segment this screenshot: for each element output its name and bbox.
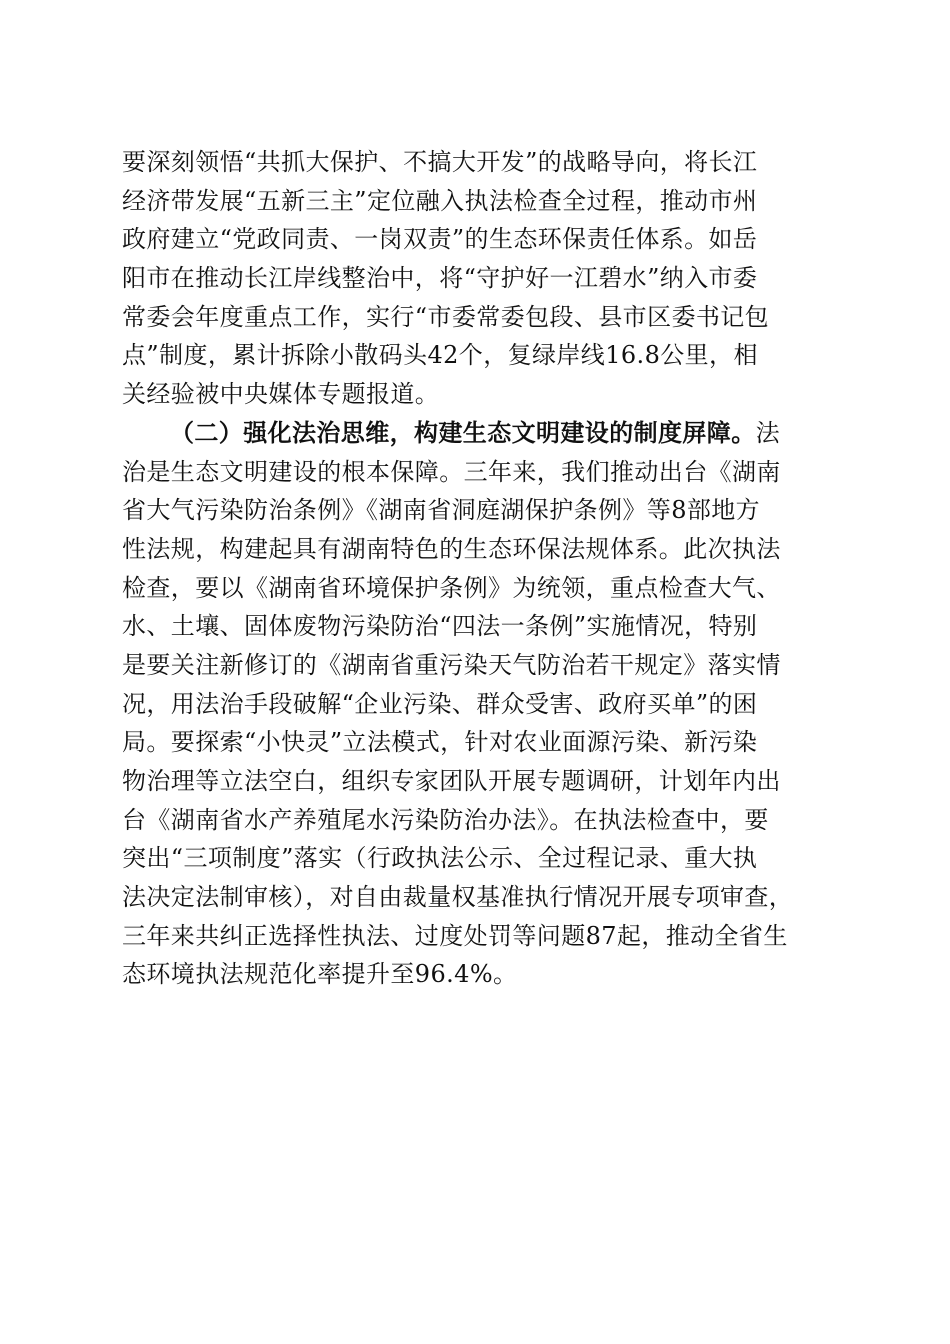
text-line: 治是生态文明建设的根本保障。三年来，我们推动出台《湖南 bbox=[122, 457, 781, 486]
text-line: 点”制度，累计拆除小散码头42个，复绿岸线16.8公里，相 bbox=[122, 341, 758, 370]
text-line: 阳市在推动长江岸线整治中，将“守护好一江碧水”纳入市委 bbox=[122, 264, 758, 293]
text-line: 水、土壤、固体废物污染防治“四法一条例”实施情况，特别 bbox=[122, 612, 758, 641]
text-line: 法决定法制审核），对自由裁量权基准执行情况开展专项审查， bbox=[122, 883, 794, 912]
section-heading: （二）强化法治思维，构建生态文明建设的制度屏障。 bbox=[170, 417, 756, 447]
paragraph-2 bbox=[122, 414, 842, 994]
text-line: 经济带发展“五新三主”定位融入执法检查全过程，推动市州 bbox=[122, 186, 758, 215]
text-line: 检查，要以《湖南省环境保护条例》为统领，重点检查大气、 bbox=[122, 573, 781, 602]
text-line: 常委会年度重点工作，实行“市委常委包段、县市区委书记包 bbox=[122, 302, 770, 331]
text-line: 性法规，构建起具有湖南特色的生态环保法规体系。此次执法 bbox=[122, 534, 781, 563]
text-line: 局。要探索“小快灵”立法模式，针对农业面源污染、新污染 bbox=[122, 728, 758, 757]
text-line-first bbox=[122, 414, 842, 453]
paragraph-1 bbox=[122, 143, 842, 414]
text-line: 关经验被中央媒体专题报道。 bbox=[122, 380, 440, 409]
text-line: 要深刻领悟“共抓大保护、不搞大开发”的战略导向，将长江 bbox=[122, 148, 758, 176]
text-line: 政府建立“党政同责、一岗双责”的生态环保责任体系。如岳 bbox=[122, 225, 758, 254]
body-text bbox=[122, 143, 842, 994]
text-line: 三年来共纠正选择性执法、过度处罚等问题87起，推动全省生 bbox=[122, 921, 788, 950]
text-line: 省大气污染防治条例》《湖南省洞庭湖保护条例》等8部地方 bbox=[122, 496, 761, 525]
text-line: 物治理等立法空白，组织专家团队开展专题调研，计划年内出 bbox=[122, 767, 781, 795]
text-line-rest: 法 bbox=[755, 418, 781, 447]
text-line: 突出“三项制度”落实（行政执法公示、全过程记录、重大执 bbox=[122, 844, 758, 873]
text-line: 是要关注新修订的《湖南省重污染天气防治若干规定》落实情 bbox=[122, 650, 781, 679]
text-line: 态环境执法规范化率提升至96.4%。 bbox=[122, 960, 518, 989]
text-line: 台《湖南省水产养殖尾水污染防治办法》。在执法检查中，要 bbox=[122, 805, 769, 834]
text-line: 况，用法治手段破解“企业污染、群众受害、政府买单”的困 bbox=[122, 689, 758, 718]
